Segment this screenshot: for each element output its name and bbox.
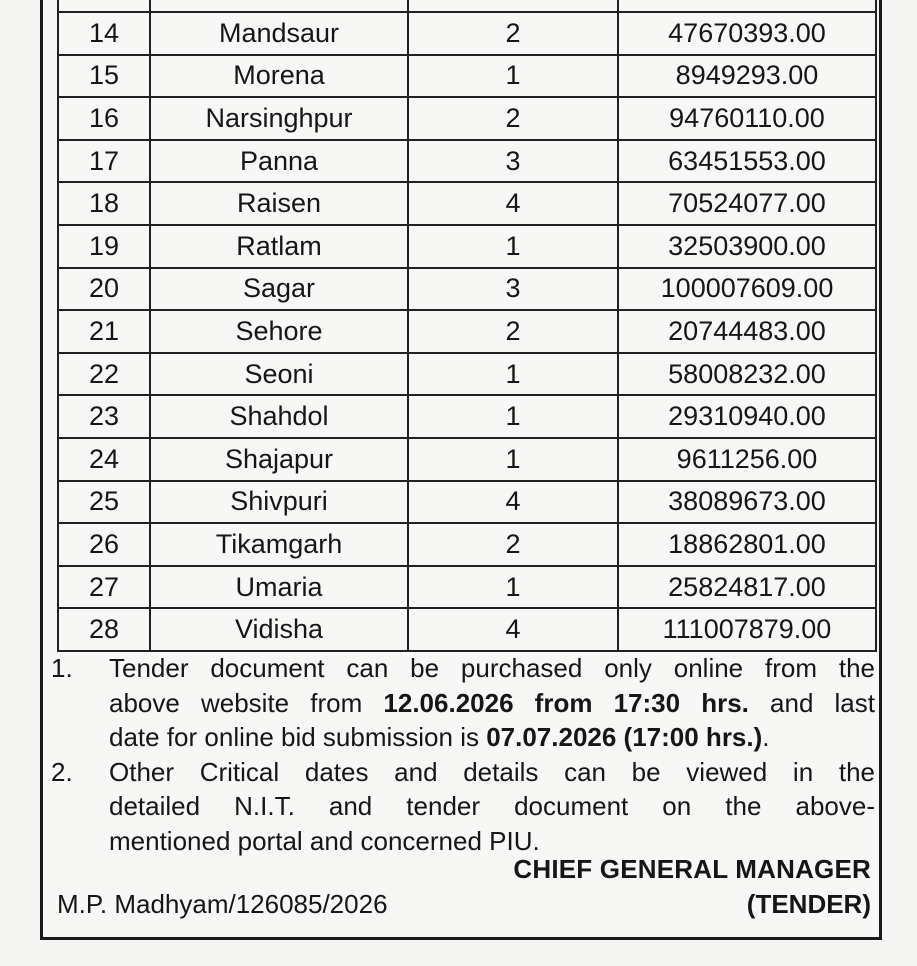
serial-cell: 17	[58, 140, 150, 183]
district-cell: Tikamgarh	[150, 523, 408, 566]
note-fragment: date for online bid submission is	[109, 722, 487, 752]
amount-cell: 9611256.00	[618, 438, 876, 481]
amount-cell: 63451553.00	[618, 140, 876, 183]
note-line: Other Critical dates and details can be viewed in the	[109, 756, 875, 787]
amount-cell: 29310940.00	[618, 395, 876, 438]
district-cell: Panna	[150, 140, 408, 183]
notes-section	[51, 651, 875, 858]
district-cell: Shahdol	[150, 395, 408, 438]
district-cell: Raisen	[150, 182, 408, 225]
serial-cell: 18	[58, 182, 150, 225]
count-cell: 3	[408, 140, 618, 183]
count-cell: 4	[408, 182, 618, 225]
district-cell: Narsinghpur	[150, 97, 408, 140]
serial-cell: 25	[58, 481, 150, 524]
district-cell: Morena	[150, 55, 408, 98]
amount-cell: 111007879.00	[618, 608, 876, 651]
district-cell: Shivpuri	[150, 481, 408, 524]
note-fragment: and last	[748, 687, 875, 718]
amount-cell: 58008232.00	[618, 353, 876, 396]
count-cell: 3	[408, 268, 618, 311]
table-row	[58, 395, 876, 438]
serial-cell: 28	[58, 608, 150, 651]
table-row	[58, 310, 876, 353]
serial-cell: 19	[58, 225, 150, 268]
note-bold-date: 07.07.2026 (17:00 hrs.)	[486, 722, 763, 752]
note-line	[109, 720, 875, 755]
tender-table-body	[58, 0, 876, 651]
table-row	[58, 55, 876, 98]
note-line: detailed N.I.T. and tender document on the above-	[109, 791, 875, 821]
count-cell: 4	[408, 608, 618, 651]
note-number: 2.	[51, 756, 73, 787]
table-row	[58, 97, 876, 140]
table-row	[58, 608, 876, 651]
footer-row	[57, 889, 871, 920]
table-row	[58, 523, 876, 566]
district-cell: Shajapur	[150, 438, 408, 481]
table-row	[58, 140, 876, 183]
note-item	[51, 755, 875, 859]
serial-cell: 21	[58, 310, 150, 353]
serial-cell: 22	[58, 353, 150, 396]
district-cell: Mandsaur	[150, 12, 408, 55]
amount-cell: 8949293.00	[618, 55, 876, 98]
count-cell: 1	[408, 353, 618, 396]
amount-cell: 47670393.00	[618, 12, 876, 55]
table-row	[58, 438, 876, 481]
amount-cell: 70524077.00	[618, 182, 876, 225]
serial-cell: 15	[58, 55, 150, 98]
amount-cell: 20744483.00	[618, 310, 876, 353]
note-fragment: .	[762, 722, 770, 752]
note-text	[109, 755, 875, 859]
count-cell: 1	[408, 55, 618, 98]
amount-cell: 100007609.00	[618, 268, 876, 311]
signature-dept: (TENDER)	[746, 889, 871, 919]
serial-cell: 16	[58, 97, 150, 140]
district-cell: Ratlam	[150, 225, 408, 268]
count-cell: 1	[408, 395, 618, 438]
serial-cell: 24	[58, 438, 150, 481]
serial-cell: 14	[58, 12, 150, 55]
district-cell: Sagar	[150, 268, 408, 311]
amount-cell: 25824817.00	[618, 566, 876, 609]
table-row	[58, 353, 876, 396]
tender-table	[57, 0, 877, 652]
serial-cell: 23	[58, 395, 150, 438]
table-row	[58, 12, 876, 55]
count-cell: 1	[408, 438, 618, 481]
note-line: mentioned portal and concerned PIU.	[109, 825, 540, 856]
count-cell: 4	[408, 481, 618, 524]
reference-number: M.P. Madhyam/126085/2026	[57, 889, 388, 919]
district-cell: Umaria	[150, 566, 408, 609]
district-cell: Vidisha	[150, 608, 408, 651]
amount-cell: 94760110.00	[618, 97, 876, 140]
note-item	[51, 651, 875, 755]
serial-cell: 20	[58, 268, 150, 311]
serial-cell: 26	[58, 523, 150, 566]
note-line: Tender document can be purchased only online from the	[109, 653, 875, 683]
table-row	[58, 268, 876, 311]
note-line	[109, 686, 875, 721]
amount-cell: 32503900.00	[618, 225, 876, 268]
table-row	[58, 481, 876, 524]
serial-cell: 27	[58, 566, 150, 609]
note-number: 1.	[51, 653, 73, 683]
note-fragment: above website from	[109, 687, 384, 718]
amount-cell: 38089673.00	[618, 481, 876, 524]
count-cell: 1	[408, 225, 618, 268]
note-bold-date: 12.06.2026 from 17:30 hrs.	[383, 687, 749, 718]
table-row	[58, 182, 876, 225]
district-cell: Seoni	[150, 353, 408, 396]
amount-cell: 18862801.00	[618, 523, 876, 566]
signature-title: CHIEF GENERAL MANAGER	[513, 854, 871, 884]
count-cell: 2	[408, 310, 618, 353]
table-row-partial	[58, 0, 876, 12]
notice-frame	[40, 0, 882, 940]
count-cell: 2	[408, 12, 618, 55]
count-cell: 1	[408, 566, 618, 609]
count-cell: 2	[408, 523, 618, 566]
table-row	[58, 566, 876, 609]
district-cell: Sehore	[150, 310, 408, 353]
note-text	[109, 651, 875, 755]
table-row	[58, 225, 876, 268]
count-cell: 2	[408, 97, 618, 140]
